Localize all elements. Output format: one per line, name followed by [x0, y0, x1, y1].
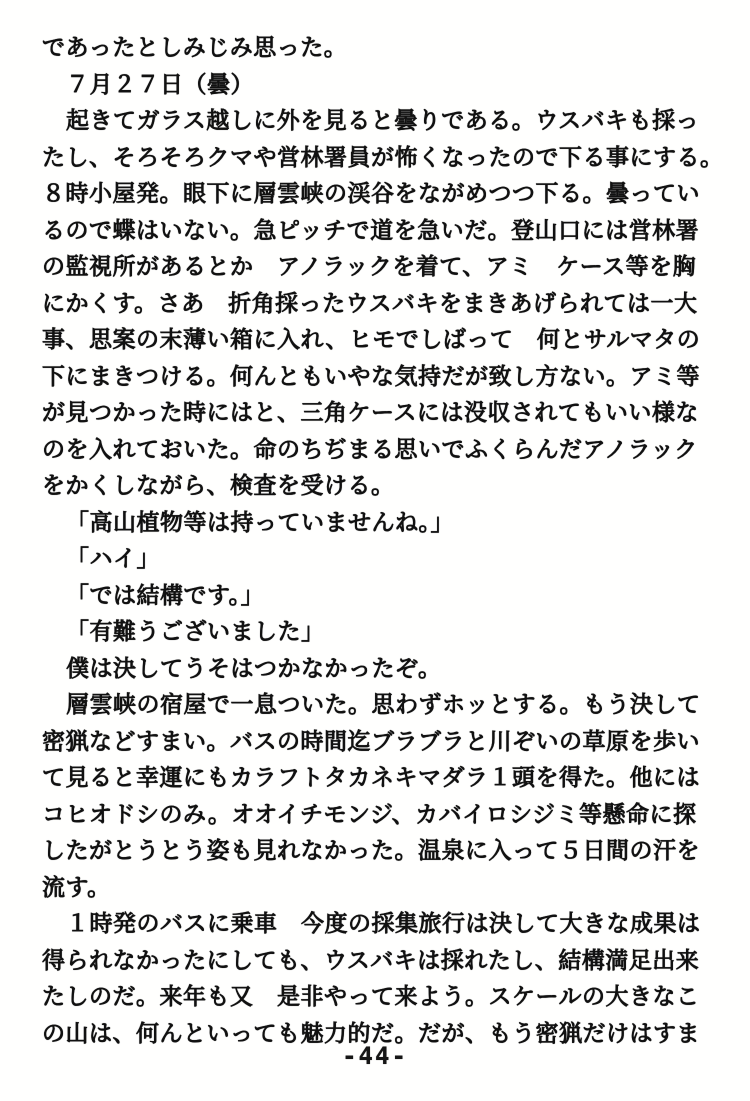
text-line: が見つかった時にはと、三角ケースには没収されてもいい様な: [42, 400, 699, 426]
text-line: て見ると幸運にもカラフトタカネキマダラ１頭を得た。他には: [42, 765, 700, 791]
text-line: 僕は決してうそはつかなかったぞ。: [66, 655, 442, 682]
text-line: の山は、何んといっても魅力的だ。だが、もう密猟だけはすま: [42, 1020, 700, 1047]
text-line: たしのだ。来年も又 是非やって来よう。スケールの大きなこ: [42, 984, 700, 1010]
dialogue-line: 「有難うございました」: [66, 619, 325, 645]
diary-text-block: [42, 30, 724, 1052]
dialogue-line: 「高山植物等は持っていませんね。」: [66, 509, 454, 536]
date-heading: ７月２７日（曇）: [66, 71, 254, 98]
text-line: 層雲峡の宿屋で一息ついた。思わずホッとする。もう決して: [66, 692, 701, 718]
text-line: にかくす。さあ 折角採ったウスバキをまきあげられては一大: [42, 290, 698, 317]
text-line: であったとしみじみ思った。: [42, 35, 348, 61]
text-line: 流す。: [42, 874, 111, 901]
dialogue-line: 「ハイ」: [66, 546, 160, 572]
text-line: １時発のバスに乗車 今度の採集旅行は決して大きな成果は: [66, 911, 701, 937]
text-line: ８時小屋発。眼下に層雲峡の渓谷をながめつつ下る。曇ってい: [42, 181, 700, 207]
text-line: るので蝶はいない。急ピッチで道を急いだ。登山口には営林署: [42, 217, 700, 244]
text-line: 密猟などすまい。バスの時間迄ブラブラと川ぞいの草原を歩い: [42, 728, 700, 755]
text-line: たし、そろそろクマや営林署員が怖くなったので下る事にする。: [42, 144, 724, 171]
text-line: 事、思案の末薄い箱に入れ、ヒモでしばって 何とサルマタの: [42, 327, 701, 353]
text-line: 得られなかったにしても、ウスバキは採れたし、結構満足出来: [42, 947, 700, 974]
text-line: をかくしながら、検査を受ける。: [42, 473, 395, 499]
text-line: 下にまきつける。何んともいやな気持だが致し方ない。アミ等: [42, 363, 700, 390]
text-line: のを入れておいた。命のちぢまる思いでふくらんだアノラック: [42, 436, 698, 463]
text-line: コヒオドシのみ。オオイチモンジ、カバイロシジミ等懸命に探: [42, 801, 697, 828]
page-number: -44-: [342, 1042, 408, 1070]
dialogue-line: 「では結構です。」: [66, 582, 265, 609]
text-line: したがとうとう姿も見れなかった。温泉に入って５日間の汗を: [42, 838, 700, 864]
text-line: の監視所があるとか アノラックを着て、アミ ケース等を胸: [42, 254, 697, 280]
text-line: 起きてガラス越しに外を見ると曇りである。ウスバキも採っ: [66, 108, 700, 134]
